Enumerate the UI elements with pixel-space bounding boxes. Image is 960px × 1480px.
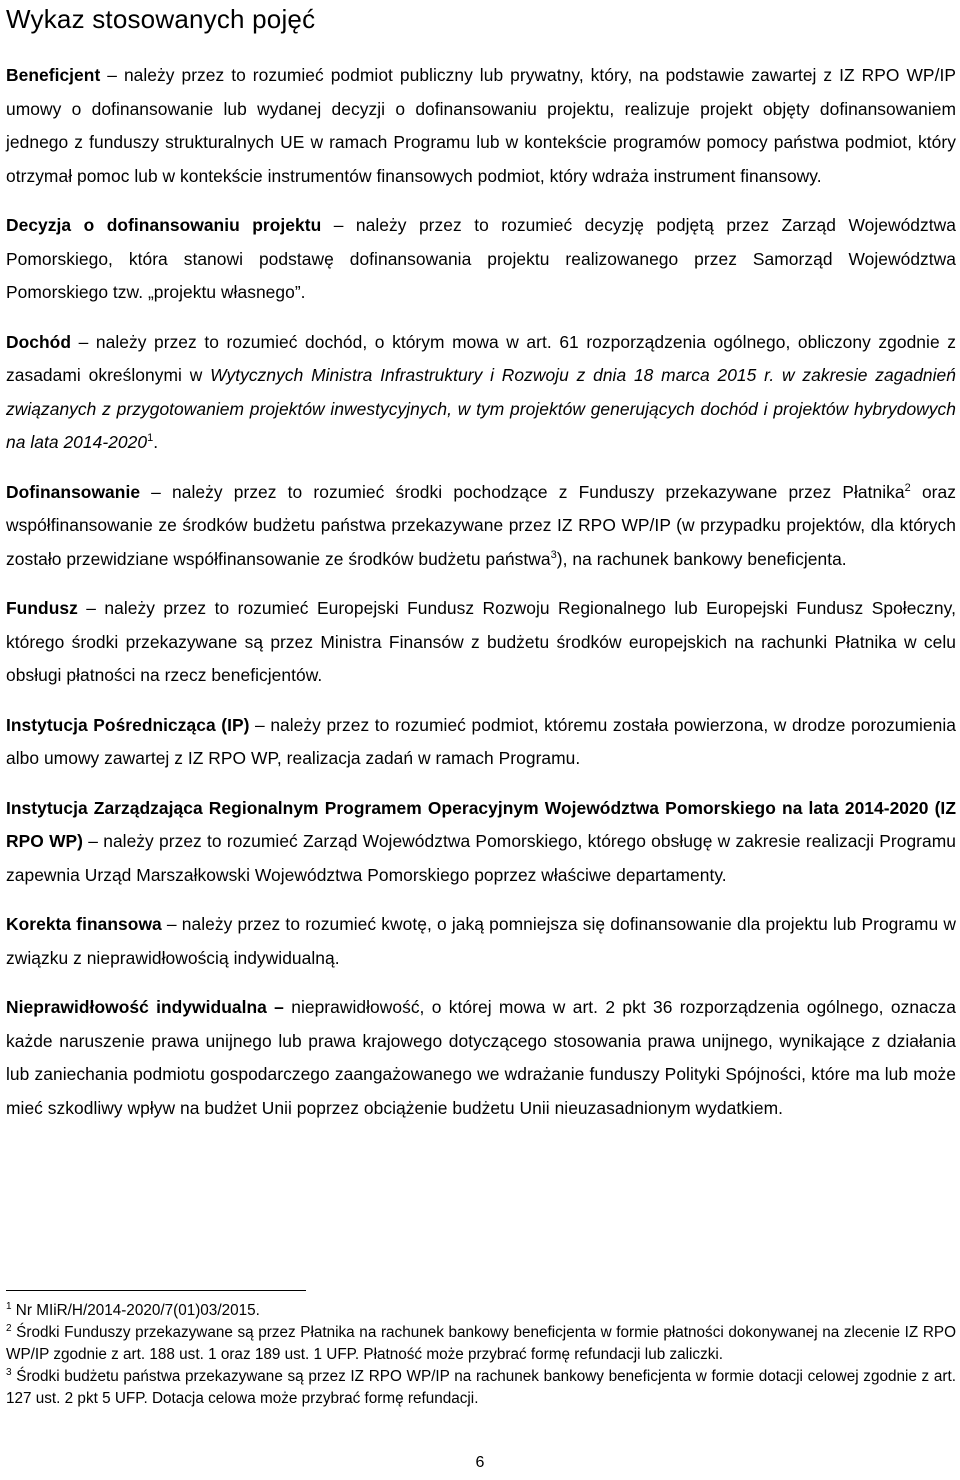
term: Fundusz bbox=[6, 598, 78, 618]
definition-text: należy przez to rozumieć Zarząd Województwa Pomorskiego, którego obsługę w zakresie realizacji Programu zapewnia Urząd Marszałkowski Województwa Pomorskiego poprzez właściwe departamenty. bbox=[6, 831, 957, 885]
footnotes bbox=[6, 1300, 956, 1410]
footnote-text: Środki budżetu państwa przekazywane są przez IZ RPO WP/IP na rachunek bankowy beneficjenta w formie dotacji celowej zgodnie z art. 127 ust. 2 pkt 5 UFP. Dotacja celowa może przybrać formę refundacji. bbox=[6, 1368, 956, 1407]
definition-dofinansowanie bbox=[6, 476, 956, 577]
footnote-2 bbox=[6, 1322, 956, 1366]
definition-italic-text: Wytycznych Ministra Infrastruktury i Rozwoju z dnia 18 marca 2015 r. w zakresie zagadnień związanych z przygotowaniem projektów inwestycyjnych, w tym projektów generujących dochód i projektów hybrydowych na lata 2014-2020 bbox=[6, 365, 956, 452]
definition-beneficjent bbox=[6, 59, 956, 193]
footnote-1 bbox=[6, 1300, 956, 1322]
definition-text: nieprawidłowość, o której mowa w art. 2 pkt 36 rozporządzenia ogólnego, oznacza każde naruszenie prawa unijnego lub prawa krajowego dotyczącego stosowania prawa unijnego, wynikające z działania lub zaniechania podmiotu gospodarczego zaangażowanego we wdrażanie funduszy Polityki Spójności, które ma lub może mieć szkodliwy wpływ na budżet Unii poprzez obciążenie budżetu Unii nieuzasadnionym wydatkiem. bbox=[6, 997, 956, 1118]
definition-text: należy przez to rozumieć podmiot, któremu została powierzona, w drodze porozumienia albo umowy zawartej z IZ RPO WP, realizacja zadań w ramach Programu. bbox=[6, 714, 956, 768]
footnote-text: Środki Funduszy przekazywane są przez Płatnika na rachunek bankowy beneficjenta w formie płatności dokonywanej na zlecenie IZ RPO WP/IP zgodnie z art. 188 ust. 1 oraz 189 ust. 1 UFP. Płatność może przybrać formę refundacji lub zaliczki. bbox=[6, 1324, 956, 1363]
definition-text: należy przez to rozumieć dochód, o którym mowa w art. 61 rozporządzenia ogólnego, obliczony zgodnie z zasadami określonymi w bbox=[6, 331, 956, 385]
footnote-number: 1 bbox=[6, 1300, 12, 1312]
dash: – bbox=[321, 215, 356, 235]
term: Korekta finansowa bbox=[6, 914, 162, 934]
term: Instytucja Pośrednicząca (IP) bbox=[6, 714, 250, 735]
footnote-ref-1: 1 bbox=[147, 432, 154, 445]
definition-text: należy przez to rozumieć kwotę, o jaką pomniejsza się dofinansowanie dla projektu lub Programu w związku z nieprawidłowością indywidualną. bbox=[6, 914, 956, 968]
footnote-text: Nr MIiR/H/2014-2020/7(01)03/2015. bbox=[11, 1302, 260, 1319]
footnote-3 bbox=[6, 1366, 956, 1410]
term: Decyzja o dofinansowaniu projektu bbox=[6, 215, 322, 235]
dash: – bbox=[77, 598, 105, 618]
document-page bbox=[6, 0, 956, 1125]
definition-text-end: . bbox=[153, 432, 159, 452]
definition-iz-rpo-wp bbox=[6, 792, 956, 893]
footnote-separator bbox=[6, 1290, 306, 1291]
dash: – bbox=[100, 65, 124, 85]
term: Beneficjent bbox=[6, 65, 101, 85]
footnote-number: 3 bbox=[6, 1366, 12, 1378]
term: Instytucja Zarządzająca Regionalnym Programem Operacyjnym Województwa Pomorskiego na lata 2014-2020 (IZ RPO WP) bbox=[6, 797, 956, 851]
footnote-ref-2: 2 bbox=[904, 481, 911, 494]
definition-decyzja bbox=[6, 209, 956, 310]
definition-fundusz bbox=[6, 592, 956, 693]
definition-korekta bbox=[6, 908, 956, 975]
footnote-ref-3: 3 bbox=[550, 548, 557, 561]
definition-text: ), na rachunek bankowy beneficjenta. bbox=[556, 548, 847, 569]
dash: – bbox=[249, 714, 271, 735]
term: Nieprawidłowość indywidualna – bbox=[6, 997, 284, 1017]
page-number: 6 bbox=[475, 1454, 485, 1471]
dash: – bbox=[71, 331, 96, 352]
definition-dochod bbox=[6, 326, 956, 460]
page-title: Wykaz stosowanych pojęć bbox=[6, 4, 316, 34]
footnote-number: 2 bbox=[6, 1322, 12, 1334]
definition-text: należy przez to rozumieć decyzję podjętą przez Zarząd Województwa Pomorskiego, która stanowi podstawę dofinansowania projektu realizowanego przez Samorząd Województwa Pomorskiego tzw. „projektu własnego”. bbox=[6, 215, 956, 302]
dash: – bbox=[140, 481, 173, 502]
definition-text: należy przez to rozumieć środki pochodzące z Funduszy przekazywane przez Płatnika bbox=[172, 481, 905, 502]
dash: – bbox=[161, 914, 182, 934]
definition-text: oraz współfinansowanie ze środków budżetu państwa przekazywane przez IZ RPO WP/IP (w przypadku projektów, dla których zostało przewidziane współfinansowanie ze środków budżetu państwa bbox=[6, 481, 956, 569]
definition-text: należy przez to rozumieć podmiot publiczny lub prywatny, który, na podstawie zawartej z IZ RPO WP/IP umowy o dofinansowanie lub wydanej decyzji o dofinansowaniu projektu, realizuje projekt objęty dofinansowaniem jednego z funduszy strukturalnych UE w ramach Programu lub w kontekście programów pomocy państwa podmiot, który otrzymał pomoc lub w kontekście instrumentów finansowych podmiot, który wdraża instrument finansowy. bbox=[6, 65, 956, 186]
dash: – bbox=[83, 831, 104, 851]
term: Dofinansowanie bbox=[6, 481, 141, 502]
definition-nieprawidlowosc bbox=[6, 991, 956, 1125]
term: Dochód bbox=[6, 331, 72, 352]
definition-ip bbox=[6, 709, 956, 776]
definition-text: należy przez to rozumieć Europejski Fundusz Rozwoju Regionalnego lub Europejski Fundusz Społeczny, którego środki przekazywane są przez Ministra Finansów z budżetu środków europejskich na rachunki Płatnika w celu obsługi płatności na rzecz beneficjentów. bbox=[6, 598, 956, 685]
